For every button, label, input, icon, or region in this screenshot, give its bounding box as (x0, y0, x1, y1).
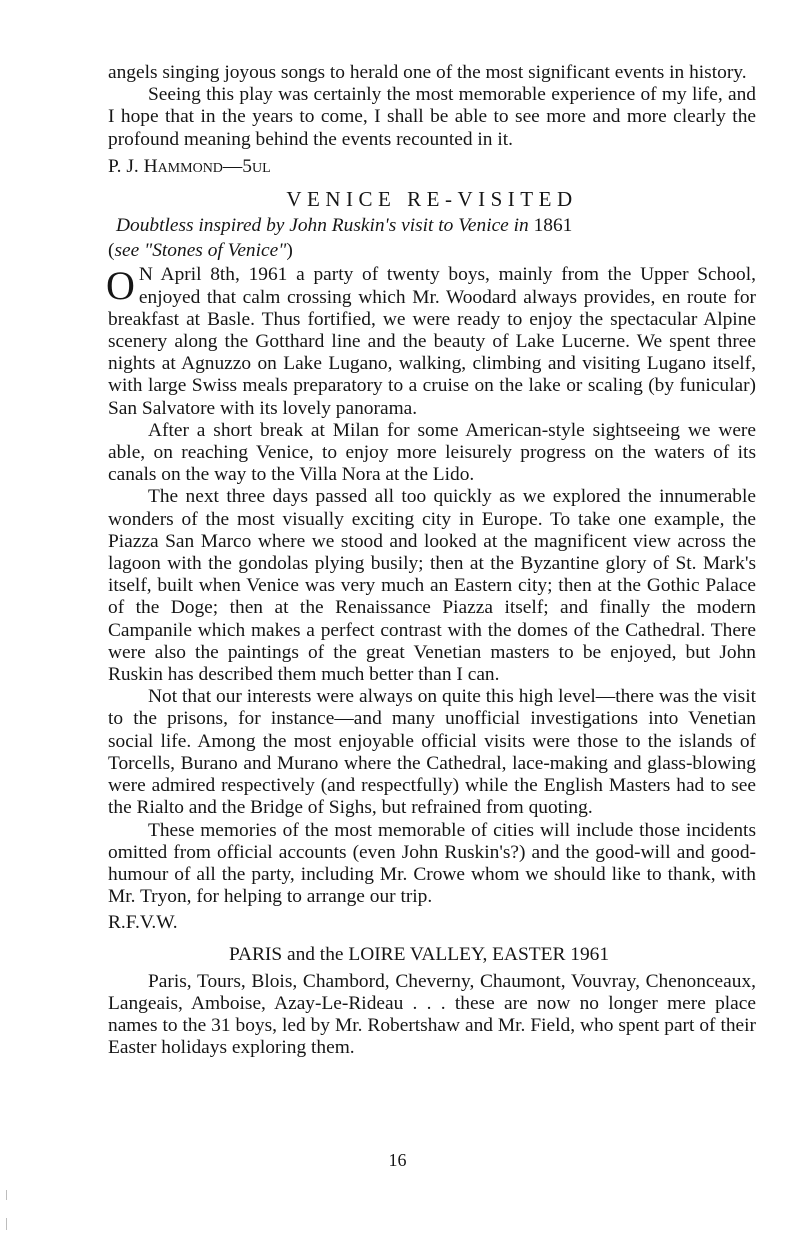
venice-subtitle (108, 215, 756, 237)
venice-subtitle-text: Doubtless inspired by John Ruskin's visit to Venice in (116, 215, 529, 237)
intro-closing-text: angels singing joyous songs to herald one of the most significant events in history. (108, 62, 747, 83)
page-body (108, 62, 756, 1059)
intro-reflection-paragraph: Seeing this play was certainly the most memorable experience of my life, and I hope that in the years to come, I shall be able to see more and more clearly the profound meaning behind the events recounted in it. (108, 84, 756, 150)
venice-see-note (108, 240, 756, 262)
venice-note-close-paren: ) (286, 240, 293, 262)
venice-drop-cap: O (106, 263, 135, 309)
venice-note-open-paren: ( (108, 240, 115, 262)
scan-edge-mark-lower (6, 1218, 7, 1230)
page-number: 16 (388, 1150, 407, 1170)
venice-note-text: see "Stones of Venice" (114, 240, 287, 262)
venice-paragraph-1-text: N April 8th, 1961 a party of twenty boys, mainly from the Upper School, enjoyed that calm crossing which Mr. Woodard always provides, en route for breakfast at Basle. Thus fortified, we were ready to enjoy the spectacular Alpine scenery along the Gotthard line and the beauty of Lake Lucerne. We spent three nights at Agnuzzo on Lake Lugano, walking, climbing and visiting Lugano itself, with large Swiss meals preparatory to a cruise on the lake or scaling (by funicular) San Salvatore with its lovely panorama. (108, 264, 756, 419)
venice-subtitle-year: 1861 (533, 215, 573, 237)
venice-paragraph-2: After a short break at Milan for some American-style sightseeing we were able, on reaching Venice, to enjoy more leisurely progress on the waters of its canals on the way to the Villa Nora at the Lido. (108, 419, 756, 486)
intro-author-signature: P. J. Hammond—5ul (108, 155, 271, 177)
venice-paragraph-1 (108, 264, 756, 419)
venice-paragraph-5: These memories of the most memorable of cities will include those incidents omitted from official accounts (even John Ruskin's?) and the good-will and good-humour of all the party, including Mr. Crowe whom we should like to thank, with Mr. Tryon, for helping to arrange our trip. (108, 819, 756, 908)
paris-paragraph: Paris, Tours, Blois, Chambord, Cheverny, Chaumont, Vouvray, Chenonceaux, Langeais, Amboise, Azay-Le-Rideau . . . these are now no longer mere place names to the 31 boys, led by Mr. Robertshaw and Mr. Field, who spent part of their Easter holidays exploring them. (108, 970, 756, 1059)
scan-edge-mark-upper (6, 1190, 7, 1200)
venice-article-title: VENICE RE-VISITED (286, 187, 578, 212)
venice-paragraph-4: Not that our interests were always on quite this high level—there was the visit to the prisons, for instance—and many unofficial investigations into Venetian social life. Among the most enjoyable official visits were those to the islands of Torcells, Burano and Murano where the Cathedral, lace-making and glass-blowing were admired respectively (and respectfully) while the English Masters had to see the Rialto and the Bridge of Sighs, but refrained from quoting. (108, 686, 756, 819)
paris-article-title: PARIS and the LOIRE VALLEY, EASTER 1961 (228, 943, 610, 965)
venice-author-signature: R.F.V.W. (108, 912, 178, 934)
venice-paragraph-3: The next three days passed all too quickly as we explored the innumerable wonders of the most visually exciting city in Europe. To take one example, the Piazza San Marco where we stood and looked at the magnificent view across the lagoon with the gondolas plying busily; then at the Byzantine glory of St. Mark's itself, built when Venice was very much an Eastern city; then at the Gothic Palace of the Doge; then at the Renaissance Piazza itself; and finally the modern Campanile which makes a perfect contrast with the domes of the Cathedral. There were also the paintings of the great Venetian masters to be enjoyed, but John Ruskin has described them much better than I can. (108, 486, 756, 686)
